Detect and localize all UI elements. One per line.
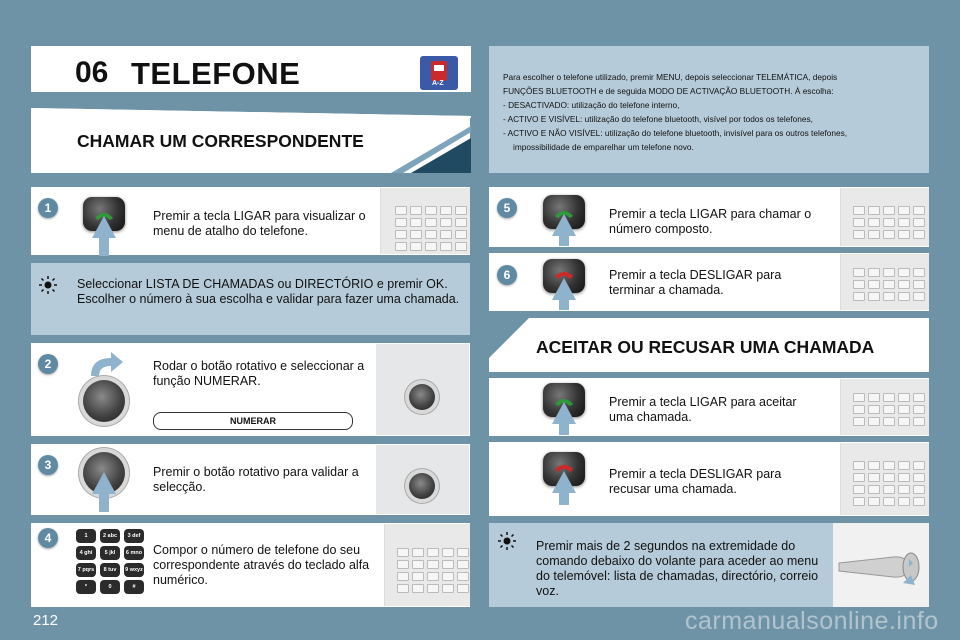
press-arrow-icon	[92, 472, 116, 494]
press-arrow-icon	[552, 402, 576, 424]
intro-line: FUNÇÕES BLUETOOTH e de seguida MODO DE ACTIVAÇÃO BLUETOOTH. À escolha:	[503, 86, 834, 96]
keypad-key: 4 ghi	[76, 546, 96, 560]
step-number: 2	[38, 354, 58, 374]
step-number: 6	[497, 265, 517, 285]
tip-sun-icon	[39, 276, 57, 294]
keypad-key: 0	[100, 580, 120, 594]
keypad-key: 3 def	[124, 529, 144, 543]
radio-thumbnail	[376, 344, 469, 435]
keypad-key: 8 tuv	[100, 563, 120, 577]
radio-knob	[409, 384, 435, 410]
keypad-key: 2 abc	[100, 529, 120, 543]
watermark: carmanualsonline.info	[685, 607, 939, 635]
keypad-thumbnail	[384, 524, 470, 606]
numeric-keypad	[74, 527, 146, 599]
radio-thumbnail	[376, 445, 469, 514]
keypad-thumbnail	[840, 188, 929, 246]
rotary-knob	[83, 380, 125, 422]
press-arrow-stem	[559, 234, 569, 246]
press-arrow-icon	[92, 216, 116, 238]
keypad-thumbnail	[840, 443, 929, 515]
press-arrow-stem	[99, 236, 109, 256]
tip-sun-icon	[498, 532, 516, 550]
press-arrow-stem	[99, 492, 109, 512]
rotate-arrow-icon	[85, 350, 125, 378]
keypad-thumbnail	[840, 379, 929, 435]
steering-stalk-icon	[833, 523, 929, 607]
step-3-text: Premir o botão rotativo para validar a selecção.	[153, 465, 359, 494]
keypad-key: 1	[76, 529, 96, 543]
step-number: 4	[38, 528, 58, 548]
accept-text: Premir a tecla LIGAR para aceitar uma chamada.	[609, 395, 797, 424]
intro-option: - DESACTIVADO: utilização do telefone interno,	[503, 100, 680, 110]
press-arrow-icon	[552, 214, 576, 236]
keypad-thumbnail	[380, 188, 470, 254]
press-arrow-icon	[552, 278, 576, 300]
step-2-text: Rodar o botão rotativo e seleccionar a função NUMERAR.	[153, 359, 365, 388]
keypad-key: 5 jkl	[100, 546, 120, 560]
step-1-text: Premir a tecla LIGAR para visualizar o menu de atalho do telefone.	[153, 209, 366, 238]
keypad-key: 9 wxyz	[124, 563, 144, 577]
intro-option-cont: impossibilidade de emparelhar um telefone novo.	[513, 142, 694, 152]
keypad-key: 7 pqrs	[76, 563, 96, 577]
keypad-key: *	[76, 580, 96, 594]
page-number: 212	[33, 612, 59, 629]
intro-option: - ACTIVO E VISÍVEL: utilização do telefone bluetooth, visível por todos os telefones,	[503, 114, 813, 124]
press-arrow-stem	[559, 422, 569, 435]
step-6-text: Premir a tecla DESLIGAR para terminar a chamada.	[609, 268, 782, 297]
stalk-image-panel	[833, 523, 929, 607]
intro-option: - ACTIVO E NÃO VISÍVEL: utilização do telefone bluetooth, invisível para os outros telefones,	[503, 128, 848, 138]
page-title: TELEFONE	[131, 56, 301, 91]
press-arrow-icon	[552, 471, 576, 493]
press-arrow-stem	[559, 491, 569, 505]
tip-2-text: Premir mais de 2 segundos na extremidade do comando debaixo do volante para aceder ao menu do telemóvel: lista de chamadas, directório, correio voz.	[536, 539, 819, 598]
section-title: CHAMAR UM CORRESPONDENTE	[77, 131, 364, 151]
step-number: 3	[38, 455, 58, 475]
step-4-text: Compor o número de telefone do seu correspondente através do teclado alfa numérico.	[153, 543, 370, 587]
az-logo	[420, 56, 458, 90]
intro-line: Para escolher o telefone utilizado, premir MENU, depois seleccionar TELEMÁTICA, depois	[503, 72, 838, 82]
press-arrow-stem	[559, 298, 569, 310]
keypad-thumbnail	[840, 254, 929, 310]
accept-section-title: ACEITAR OU RECUSAR UMA CHAMADA	[536, 337, 875, 357]
step-5-text: Premir a tecla LIGAR para chamar o número composto.	[609, 207, 812, 236]
step-number: 1	[38, 198, 58, 218]
keypad-key: 6 mno	[124, 546, 144, 560]
intro-text	[503, 70, 923, 154]
step-number: 5	[497, 198, 517, 218]
chapter-number: 06	[75, 56, 109, 89]
radio-knob	[409, 473, 435, 499]
numerar-button[interactable]: NUMERAR	[153, 412, 353, 430]
logo-text: A-Z	[432, 80, 444, 87]
tip-1-text: Seleccionar LISTA DE CHAMADAS ou DIRECTÓRIO e premir OK. Escolher o número à sua escolha e validar para fazer uma chamada.	[77, 277, 460, 306]
refuse-text: Premir a tecla DESLIGAR para recusar uma chamada.	[609, 467, 782, 496]
keypad-key: #	[124, 580, 144, 594]
